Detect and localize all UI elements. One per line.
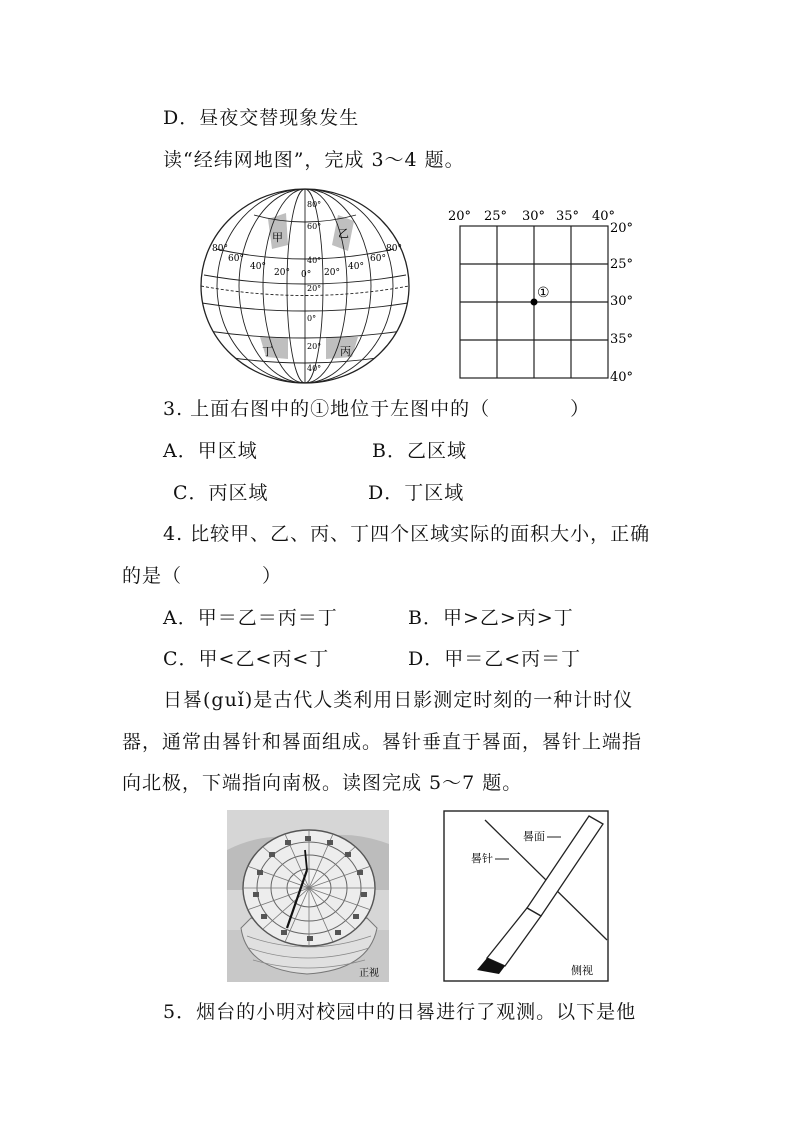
sundial-intro-line2: 器，通常由晷针和晷面组成。晷针垂直于晷面，晷针上端指 xyxy=(122,731,643,753)
grid-lat-label: 25° xyxy=(610,257,634,272)
region-yi-label: 乙 xyxy=(338,227,349,240)
photo-caption: 正视 xyxy=(359,968,379,979)
region-ding-label: 丁 xyxy=(262,345,273,358)
grid-lon-label: 35° xyxy=(556,209,580,224)
face-label: 晷面 xyxy=(523,830,545,843)
needle-label: 晷针 xyxy=(471,852,493,865)
lon-label: 80° xyxy=(386,244,402,254)
q3-option-c: C．丙区域 xyxy=(173,482,269,504)
side-caption: 侧视 xyxy=(571,964,593,977)
lon-label: 20° xyxy=(324,268,340,278)
q3-option-a: A．甲区域 xyxy=(163,440,258,462)
lat-label: 40° xyxy=(307,256,322,265)
grid-lon-label: 25° xyxy=(484,209,508,224)
lon-label: 80° xyxy=(212,244,228,254)
q4-option-c: C．甲<乙<丙<丁 xyxy=(163,648,330,670)
sundial-side-diagram xyxy=(443,810,609,982)
lon-label: 60° xyxy=(370,254,386,264)
grid-figure xyxy=(444,204,644,389)
grid-lat-label: 20° xyxy=(610,221,634,236)
sundial-intro-line3: 向北极，下端指向南极。读图完成 5～7 题。 xyxy=(122,772,523,794)
lat-label: 60° xyxy=(307,222,322,231)
grid-lat-label: 30° xyxy=(610,294,634,309)
grid-lon-label: 20° xyxy=(448,209,472,224)
intro-q3-4: 读“经纬网地图”，完成 3～4 题。 xyxy=(163,149,465,171)
lon-label: 40° xyxy=(348,262,364,272)
region-bing-label: 丙 xyxy=(340,345,351,358)
q3-option-b: B．乙区域 xyxy=(372,440,467,462)
grid-lon-label: 30° xyxy=(522,209,546,224)
lon-label: 0° xyxy=(301,270,312,280)
lon-label: 20° xyxy=(274,268,290,278)
question-5: 5．烟台的小明对校园中的日晷进行了观测。以下是他 xyxy=(163,1001,637,1023)
sundial-intro-line1: 日晷(guǐ)是古代人类利用日影测定时刻的一种计时仪 xyxy=(163,689,634,711)
sundial-front-photo xyxy=(227,810,389,982)
lon-label: 40° xyxy=(250,262,266,272)
region-jia-label: 甲 xyxy=(272,231,283,244)
lat-label: 80° xyxy=(307,200,322,209)
grid-lat-label: 40° xyxy=(610,370,634,385)
lat-label: 40° xyxy=(307,364,322,373)
grid-lon-label: 40° xyxy=(592,209,616,224)
lat-label: 0° xyxy=(307,314,317,323)
q4-option-a: A．甲＝乙＝丙＝丁 xyxy=(163,607,338,629)
prev-option-d: D．昼夜交替现象发生 xyxy=(163,107,360,129)
lat-label: 20° xyxy=(307,284,322,293)
q3-option-d: D．丁区域 xyxy=(368,482,465,504)
lon-label: 60° xyxy=(228,254,244,264)
question-4-line2: 的是（ ） xyxy=(122,565,283,587)
point-label: ① xyxy=(537,285,550,301)
lat-label: 20° xyxy=(307,342,322,351)
question-3: 3. 上面右图中的①地位于左图中的（ ） xyxy=(163,398,591,420)
q4-option-b: B．甲>乙>丙>丁 xyxy=(408,607,574,629)
q4-option-d: D．甲＝乙<丙＝丁 xyxy=(408,648,582,670)
question-4-line1: 4. 比较甲、乙、丙、丁四个区域实际的面积大小，正确 xyxy=(163,523,651,545)
grid-lat-label: 35° xyxy=(610,332,634,347)
globe-figure xyxy=(196,185,414,387)
